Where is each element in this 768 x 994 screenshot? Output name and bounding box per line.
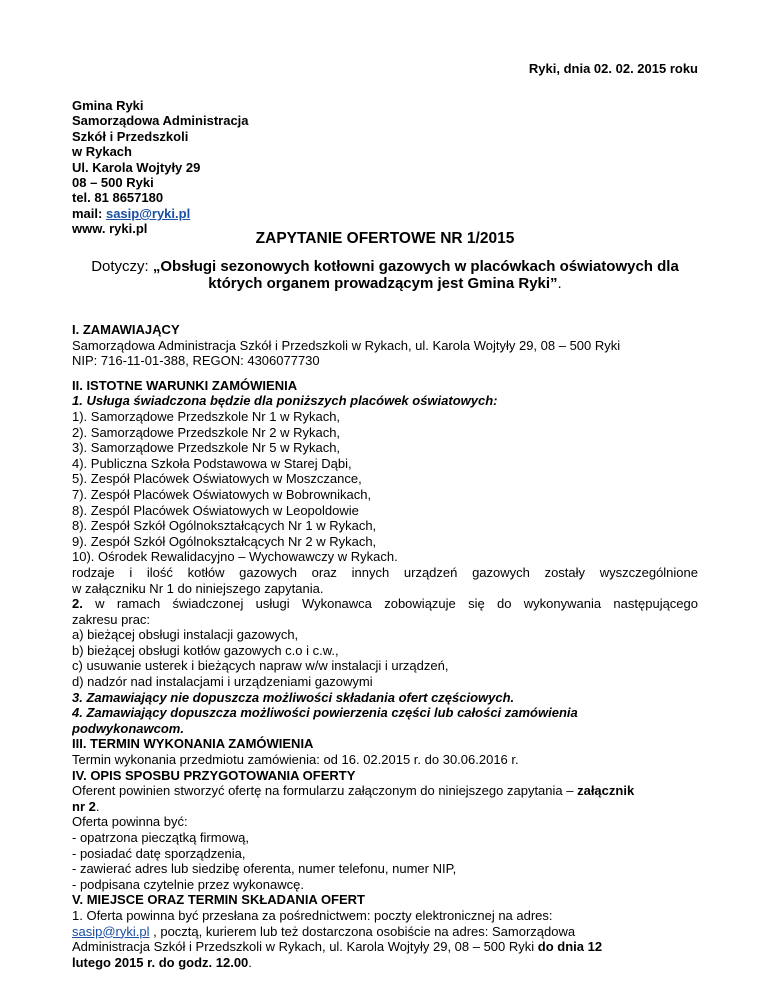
- subject-prefix: Dotyczy:: [91, 258, 153, 275]
- school-list-item: 7). Zespół Placówek Oświatowych w Bobrownikach,: [72, 486, 372, 502]
- section-heading-offer-preparation: IV. OPIS SPOSBU PRZYGOTOWANIA OFERTY: [72, 767, 356, 783]
- sender-line: 08 – 500 Ryki: [72, 175, 154, 191]
- document-subject: [72, 258, 698, 292]
- submission-text: , pocztą, kurierem lub też dostarczona osobiście na adres: Samorządowa: [149, 923, 576, 939]
- section-heading-deadline: III. TERMIN WYKONANIA ZAMÓWIENIA: [72, 736, 314, 752]
- submission-mail-link[interactable]: sasip@ryki.pl: [72, 923, 150, 939]
- task-list-item: d) nadzór nad instalacjami i urządzeniami gazowymi: [72, 674, 373, 690]
- offer-requirement-item: - podpisana czytelnie przez wykonawcę.: [72, 876, 304, 892]
- offer-requirement-item: - opatrzona pieczątką firmową,: [72, 830, 250, 845]
- section-heading-submission: V. MIEJSCE ORAZ TERMIN SKŁADANIA OFERT: [72, 892, 366, 908]
- school-list-item: 1). Samorządowe Przedszkole Nr 1 w Rykach,: [72, 408, 341, 424]
- sender-mail-link[interactable]: sasip@ryki.pl: [105, 205, 191, 221]
- ordering-party-address: Samorządowa Administracja Szkół i Przedszkoli w Rykach, ul. Karola Wojtyły 29, 08 – 500 Ryki: [72, 337, 621, 353]
- school-list-item: 8). Zespół Szkół Ogólnokształcących Nr 1 w Rykach,: [72, 518, 377, 534]
- offer-text-end: .: [95, 798, 100, 814]
- conditions-item-4-continuation: podwykonawcom.: [72, 720, 184, 736]
- conditions-item-4: 4. Zamawiający dopuszcza możliwości powierzenia części lub całości zamówienia: [72, 705, 578, 721]
- task-list-item: b) bieżącej obsługi kotłów gazowych c.o i c.w.,: [72, 642, 339, 658]
- task-list-item: a) bieżącej obsługi instalacji gazowych,: [72, 627, 299, 643]
- conditions-paragraph-line: rodzaje i ilość kotłów gazowych oraz innych urządzeń gazowych zostały wyszczególnione: [72, 564, 698, 580]
- offer-attachment-ref: załącznik: [577, 783, 635, 799]
- submission-line: 1. Oferta powinna być przesłana za pośrednictwem: poczty elektronicznej na adres:: [72, 907, 553, 923]
- sender-line: Ul. Karola Wojtyły 29: [72, 159, 201, 175]
- document-title: ZAPYTANIE OFERTOWE NR 1/2015: [255, 230, 515, 247]
- sender-line: Samorządowa Administracja: [72, 113, 249, 129]
- sender-www: www. ryki.pl: [72, 221, 148, 237]
- section-heading-conditions: II. ISTOTNE WARUNKI ZAMÓWIENIA: [72, 377, 298, 393]
- document-body: [72, 322, 698, 970]
- offer-preparation-line: [72, 783, 698, 799]
- sender-line: Szkół i Przedszkoli: [72, 128, 189, 144]
- school-list-item: 9). Zespół Szkół Ogólnokształcących Nr 2 w Rykach,: [72, 533, 377, 549]
- school-list-item: 5). Zespół Placówek Oświatowych w Moszczance,: [72, 471, 362, 487]
- sender-line: Gmina Ryki: [72, 98, 144, 113]
- subject-suffix: .: [557, 275, 562, 292]
- submission-deadline-start: do dnia 12: [537, 939, 603, 955]
- task-list-item: c) usuwanie usterek i bieżących napraw w/w instalacji i urządzeń,: [72, 658, 449, 674]
- submission-address: Administracja Szkół i Przedszkoli w Rykach, ul. Karola Wojtyły 29, 08 – 500 Ryki: [72, 939, 538, 955]
- submission-text-end: .: [248, 954, 252, 970]
- school-list-item: 10). Ośrodek Rewalidacyjno – Wychowawczy w Rykach.: [72, 549, 398, 565]
- conditions-item-1: 1. Usługa świadczona będzie dla poniższych placówek oświatowych:: [72, 393, 498, 409]
- ordering-party-ids: NIP: 716-11-01-388, REGON: 4306077730: [72, 353, 320, 369]
- submission-line: [72, 955, 698, 971]
- conditions-item-3: 3. Zamawiający nie dopuszcza możliwości składania ofert częściowych.: [72, 689, 515, 705]
- section-heading-ordering-party: I. ZAMAWIAJĄCY: [72, 322, 180, 337]
- school-list-item: 2). Samorządowe Przedszkole Nr 2 w Rykach,: [72, 424, 341, 440]
- item-2-text: w ramach świadczonej usługi Wykonawca zobowiązuje się do wykonywania następującego: [82, 596, 698, 612]
- item-2-number: 2.: [72, 596, 83, 612]
- conditions-paragraph-line: w załączniku Nr 1 do niniejszego zapytania.: [72, 580, 324, 596]
- sender-line: tel. 81 8657180: [72, 190, 164, 206]
- mail-label: mail:: [72, 205, 106, 221]
- sender-address-block: [72, 98, 249, 237]
- submission-line: [72, 939, 698, 955]
- sender-mail-line: [72, 206, 249, 221]
- school-list-item: 4). Publiczna Szkoła Podstawowa w Starej Dąbi,: [72, 455, 352, 471]
- offer-requirement-item: - zawierać adres lub siedzibę oferenta, numer telefonu, numer NIP,: [72, 861, 457, 877]
- subject-line-2: których organem prowadzącym jest Gmina Ryki”: [208, 275, 558, 292]
- document-date: Ryki, dnia 02. 02. 2015 roku: [528, 61, 698, 76]
- conditions-item-2: [72, 596, 698, 612]
- conditions-item-2-continuation: zakresu prac:: [72, 611, 151, 627]
- offer-text: Oferent powinien stworzyć ofertę na formularzu załączonym do niniejszego zapytania –: [72, 783, 578, 799]
- subject-line-1: „Obsługi sezonowych kotłowni gazowych w placówkach oświatowych dla: [152, 258, 679, 275]
- deadline-text: Termin wykonania przedmiotu zamówienia: od 16. 02.2015 r. do 30.06.2016 r.: [72, 752, 519, 768]
- sender-line: w Rykach: [72, 144, 132, 160]
- offer-requirement-item: - posiadać datę sporządzenia,: [72, 845, 246, 861]
- offer-attachment-number: nr 2: [72, 798, 96, 814]
- submission-deadline-end: lutego 2015 r. do godz. 12.00: [72, 954, 249, 970]
- school-list-item: 8). Zespól Placówek Oświatowych w Leopoldowie: [72, 502, 359, 518]
- offer-requirements-intro: Oferta powinna być:: [72, 814, 188, 830]
- school-list-item: 3). Samorządowe Przedszkole Nr 5 w Rykach,: [72, 440, 341, 456]
- offer-preparation-line: [72, 799, 698, 815]
- submission-line: [72, 924, 698, 940]
